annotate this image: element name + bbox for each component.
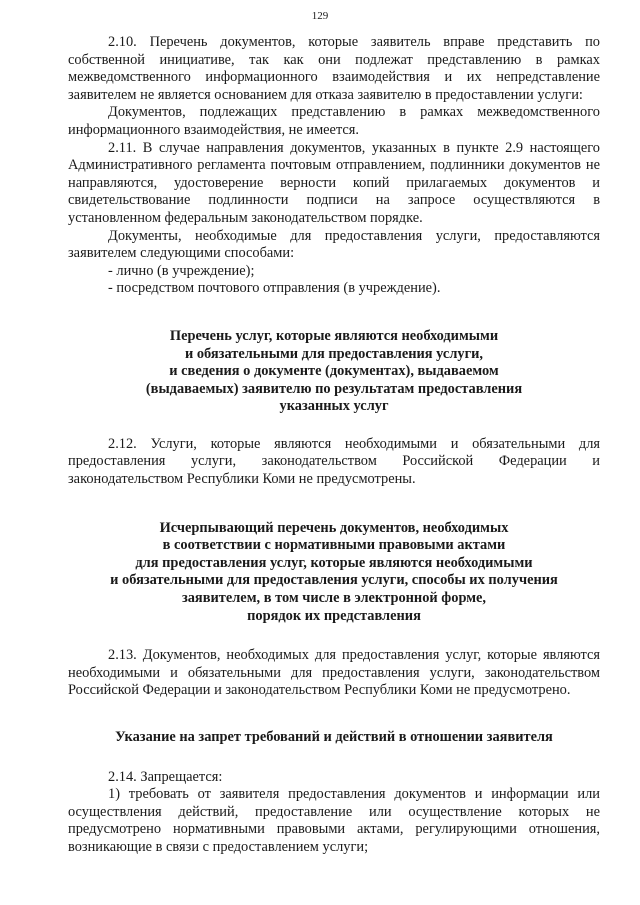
paragraph-2-14-item-1: 1) требовать от заявителя предоставления документов и информации или осуществления действий, предоставление или осуществление которых не предусмотрено нормативными правовыми актами, регулирующими отношения, возникающие в связи с предоставлением услуги; <box>68 786 600 855</box>
paragraph-2-14: 2.14. Запрещается: <box>108 768 223 785</box>
heading-line: для предоставления услуг, которые являются необходимыми <box>135 554 533 571</box>
heading-line: Исчерпывающий перечень документов, необходимых <box>159 519 509 536</box>
heading-line: Перечень услуг, которые являются необходимыми <box>169 327 499 344</box>
paragraph-2-10: 2.10. Перечень документов, которые заявитель вправе представить по собственной инициативе, так как они подлежат представлению в рамках межведомственного информационного взаимодействия и их непредставление заявителем не является основанием для отказа заявителю в предоставлении услуги: <box>68 34 600 103</box>
section-heading-required-services <box>68 328 600 416</box>
heading-line: и сведения о документе (документах), выдаваемом <box>169 363 499 380</box>
heading-line: указанных услуг <box>279 398 389 415</box>
heading-line: и обязательными для предоставления услуги, <box>184 345 484 362</box>
heading-line: заявителем, в том числе в электронной форме, <box>181 590 487 607</box>
list-item-by-mail: - посредством почтового отправления (в учреждение). <box>108 280 441 297</box>
heading-line: в соответствии с нормативными правовыми актами <box>162 537 506 554</box>
paragraph-2-11: 2.11. В случае направления документов, указанных в пункте 2.9 настоящего Административного регламента почтовым отправлением, подлинники документов не направляются, удостоверение верности копий прилагаемых документов и свидетельствование подлинности подписи на запросе осуществляются в установленном федеральным законодательством порядке. <box>68 139 600 226</box>
heading-line: порядок их представления <box>247 607 421 624</box>
list-item-in-person: - лично (в учреждение); <box>108 262 255 279</box>
page-number: 129 <box>311 10 329 22</box>
heading-line: (выдаваемых) заявителю по результатам предоставления <box>145 380 523 397</box>
paragraph-2-10-note: Документов, подлежащих представлению в рамках межведомственного информационного взаимодействия, не имеется. <box>68 104 600 138</box>
document-body <box>68 34 600 857</box>
paragraph-2-12: 2.12. Услуги, которые являются необходимыми и обязательными для предоставления услуги, законодательством Российской Федерации и законодательством Республики Коми не предусмотрены. <box>68 435 600 488</box>
section-heading-document-list <box>68 520 600 626</box>
heading-line: и обязательными для предоставления услуги, способы их получения <box>110 572 558 589</box>
paragraph-2-13: 2.13. Документов, необходимых для предоставления услуг, которые являются необходимыми и обязательными для предоставления услуги, законодательством Российской Федерации и законодательством Республики Коми не предусмотрено. <box>68 647 600 699</box>
section-heading-prohibitions: Указание на запрет требований и действий в отношении заявителя <box>115 729 553 745</box>
paragraph-2-11-methods: Документы, необходимые для предоставления услуги, предоставляются заявителем следующими способами: <box>68 227 600 262</box>
